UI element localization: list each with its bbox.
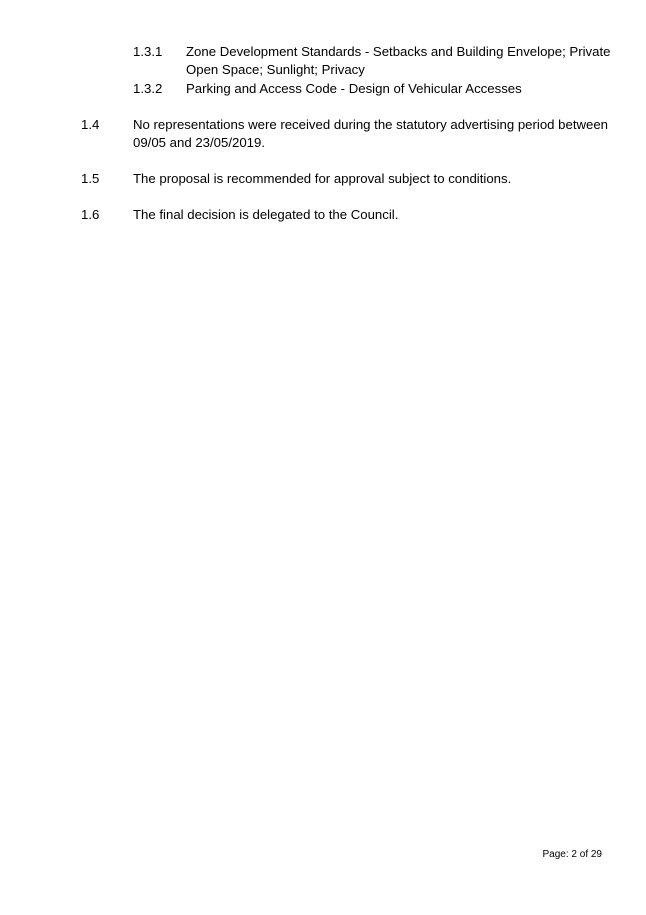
item-number: 1.6 xyxy=(81,207,100,222)
item-text: Zone Development Standards - Setbacks and Building Envelope; Private Open Space; Sunlight; Privacy xyxy=(186,44,611,77)
page-number-footer: Page: 2 of 29 xyxy=(542,849,602,860)
item-number: 1.4 xyxy=(81,117,100,132)
item-text: The proposal is recommended for approval subject to conditions. xyxy=(133,171,512,186)
item-text: Parking and Access Code - Design of Vehicular Accesses xyxy=(186,81,522,96)
item-text: The final decision is delegated to the Council. xyxy=(133,207,399,222)
item-number: 1.3.1 xyxy=(133,44,163,59)
item-number: 1.3.2 xyxy=(133,81,163,96)
item-text: No representations were received during the statutory advertising period between 09/05 and 23/05/2019. xyxy=(133,117,609,150)
item-number: 1.5 xyxy=(81,171,100,186)
